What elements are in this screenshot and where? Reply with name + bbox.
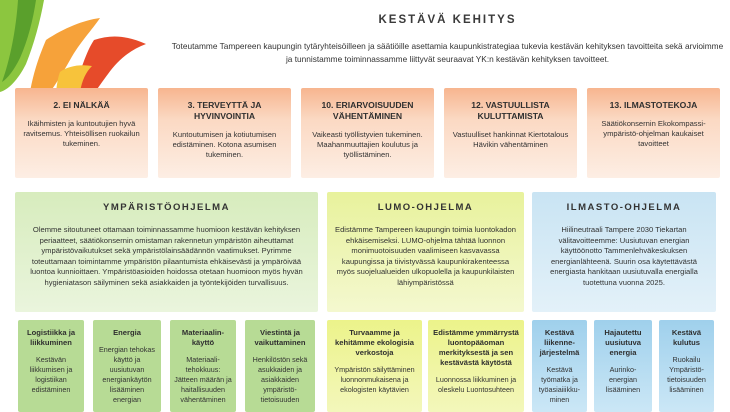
program-title: YMPÄRISTÖOHJELMA [103, 202, 230, 213]
goal-box-ilmastoteot [587, 88, 720, 178]
program-title: LUMO-OHJELMA [377, 202, 474, 213]
sustainability-header [170, 8, 725, 80]
sub-hajautettu-energia [594, 320, 652, 412]
sub-ekologiset-verkostot [327, 320, 422, 412]
program-ymparisto [15, 192, 318, 312]
goal-box-kuluttaminen [444, 88, 577, 178]
goal-title: 12. VASTUULLISTA KULUTTAMISTA [471, 100, 550, 121]
sub-logistiikka [18, 320, 84, 412]
program-description: Hiilineutraali Tampere 2030 Tiekartan välitavoitteemme: Uusiutuvan energian käyttöönotto Tammenlehväkeskuksen energianlähteenä. Suurin osa käytettävästä energiasta hankitaan uusiutuvalla energialla tuotettuna vuonna 2025. [550, 225, 698, 287]
program-description: Edistämme Tampereen kaupungin toimia luontokadon ehkäisemiseksi. LUMO-ohjelma tähtää luonnon monimuotoisuuden vaalimiseen kasvavassa kaupungissa ja tiivistyvässä kaupunkirakenteessa myös suojelualueiden ulkopuolella ja kaupunkilaisten lähiympäristössä [335, 225, 516, 287]
goal-description: Vastuulliset hankinnat Kiertotalous Hävikin vähentäminen [452, 130, 569, 149]
sub-description: Henkilöstön sekä asukkaiden ja asiakkaiden ympäristö-tietoisuuden [252, 355, 308, 404]
page-title: KESTÄVÄ KEHITYS [378, 14, 517, 26]
program-ilmasto [532, 192, 716, 312]
sub-title: Kestävä liikenne-järjestelmä [539, 328, 580, 357]
goal-description: Kuntoutumisen ja kotiutumisen edistäminen. Kotona asumisen tukeminen. [172, 130, 277, 159]
sub-description: Materiaali-tehokkuus: Jätteen määrän ja haitallisuuden vähentäminen [174, 355, 232, 404]
goal-title: 13. ILMASTOTEKOJA [609, 100, 698, 110]
goal-description: Vaikeasti työllistyvien tukeminen. Maahanmuuttajien koulutus ja työllistäminen. [312, 130, 423, 159]
sub-title: Kestävä kulutus [671, 328, 702, 347]
sub-title: Materiaalin-käyttö [181, 328, 225, 347]
goal-title: 3. TERVEYTTÄ JA HYVINVOINTIA [187, 100, 262, 121]
sub-viestinta [245, 320, 315, 412]
program-lumo [327, 192, 524, 312]
sub-description: Kestävä työmatka ja työasiaiiikku-minen [538, 365, 581, 404]
sub-luontopaaoma [428, 320, 524, 412]
program-description: Olemme sitoutuneet ottamaan toiminnassamme huomioon kestävän kehityksen periaatteet, säätiökonsernin omistaman rakennetun ympäristön aiheuttamat ympäristövaikutukset sekä ympäristölainsäädännön vaatimukset. Pyrimme toteuttamaan toimintamme ympäristön pilaantumista ehkäisevästi ja ympäröivää luontoa kunnioittaen. Ympäristöasioiden hoidossa otetaan huomioon myös hyvän hygieniatason säilyminen sekä asiakkaiden ja työntekijöiden turvallisuus. [30, 225, 303, 287]
sub-description: Energian tehokas käyttö ja uusiutuvan energiankäytön lisääminen energian [99, 345, 155, 404]
sub-title: Energia [113, 328, 141, 337]
sub-title: Turvaamme ja kehitämme ekologisia verkostoja [335, 328, 414, 357]
sub-energia [93, 320, 161, 412]
goal-title: 10. ERIARVOISUUDEN VÄHENTÄMINEN [321, 100, 414, 121]
sub-description: Ympäristön säilyttäminen luonnonmukaisena ja ekologisten käytävien [334, 365, 415, 394]
goal-box-eriarvoisuus [301, 88, 434, 178]
sub-liikennejarjestelma [532, 320, 587, 412]
program-title: ILMASTO-OHJELMA [566, 202, 682, 213]
sub-title: Hajautettu uusiutuva energia [604, 328, 642, 357]
sub-title: Viestintä ja vaikuttaminen [254, 328, 306, 347]
sub-description: Luonnossa liikkuminen ja oleskelu Luontosuhteen [435, 375, 517, 394]
sub-kestava-kulutus [659, 320, 714, 412]
sub-title: Logistiikka ja liikkuminen [26, 328, 76, 347]
sub-description: Aurinko-energian lisääminen [605, 365, 641, 394]
sub-description: Kestävän liikkumisen ja logistiikan edistäminen [29, 355, 73, 394]
goal-box-ei-nalkaa [15, 88, 148, 178]
goal-box-terveytta [158, 88, 291, 178]
sub-materiaali [170, 320, 236, 412]
header-description: Toteutamme Tampereen kaupungin tytäryhteisöilleen ja säätiöille asettamia kaupunkistrategiaa tukevia kestävän kehityksen tavoitteita sekä arvioimme ja tunnistamme toiminnassamme liittyvät seuraavat YK:n kestävän kehityksen tavoitteet. [171, 41, 724, 64]
foundation-logo [0, 0, 150, 92]
goal-description: Säätiökonsernin Ekokompassi-ympäristö-ohjelman kaukaiset tavoitteet [601, 119, 706, 148]
sub-title: Edistämme ymmärrystä luontopääoman merkityksestä ja sen kestävästä käytöstä [433, 328, 519, 367]
sub-description: Ruokailu Ympäristö-tietoisuuden lisääminen [667, 355, 706, 394]
goal-title: 2. EI NÄLKÄÄ [53, 100, 110, 110]
goal-description: Ikäihmisten ja kuntoutujien hyvä ravitsemus. Yhteisöllisen ruokailun tukeminen. [23, 119, 140, 148]
